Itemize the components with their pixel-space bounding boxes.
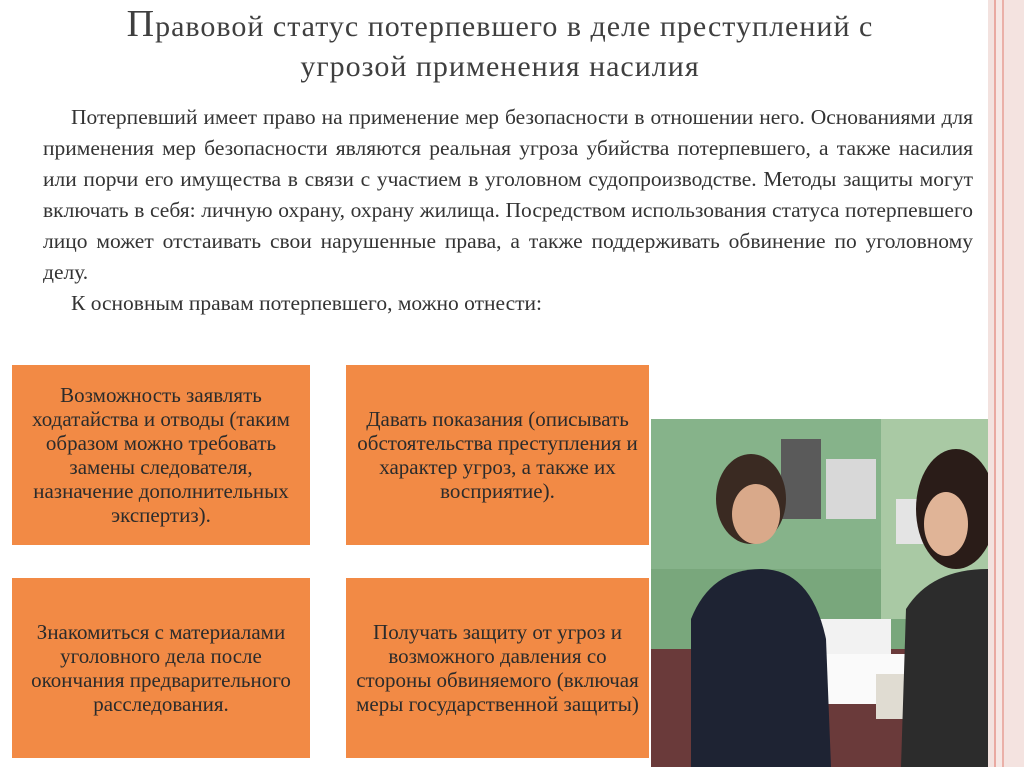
body-text xyxy=(43,102,973,319)
office-photo-illustration xyxy=(651,419,988,767)
right-box-testimony xyxy=(346,365,649,545)
right-box-materials xyxy=(12,578,310,758)
right-box-text: Знакомиться с материалами уголовного дела после окончания предварительного расследования. xyxy=(31,620,291,716)
right-box-text: Давать показания (описывать обстоятельства преступления и характер угроз, а также их восприятие). xyxy=(357,407,638,503)
title-initial: П xyxy=(126,3,156,45)
right-box-protection xyxy=(346,578,649,758)
paragraph-intro: К основным правам потерпевшего, можно отнести: xyxy=(71,291,542,315)
office-photo xyxy=(651,419,988,767)
right-box-text: Получать защиту от угроз и возможного давления со стороны обвиняемого (включая меры государственной защиты) xyxy=(356,620,639,716)
paragraph-main: Потерпевший имеет право на применение мер безопасности в отношении него. Основаниями для применения мер безопасности являются реальная угроза убийства потерпевшего, а также насилия или порчи его имущества в связи с участием в уголовном судопроизводстве. Методы защиты могут включать в себя: личную охрану, охрану жилища. Посредством использования статуса потерпевшего лицо может отстаивать свои нарушенные права, а также поддерживать обвинение по уголовному делу. xyxy=(43,105,973,284)
title-line2: угрозой применения насилия xyxy=(300,50,700,83)
slide-title xyxy=(20,4,980,87)
title-line1: равовой статус потерпевшего в деле преступлений с xyxy=(155,10,874,43)
right-box-petitions xyxy=(12,365,310,545)
right-box-text: Возможность заявлять ходатайства и отводы (таким образом можно требовать замены следователя, назначение дополнительных экспертиз). xyxy=(32,383,290,527)
decorative-border xyxy=(988,0,1024,767)
